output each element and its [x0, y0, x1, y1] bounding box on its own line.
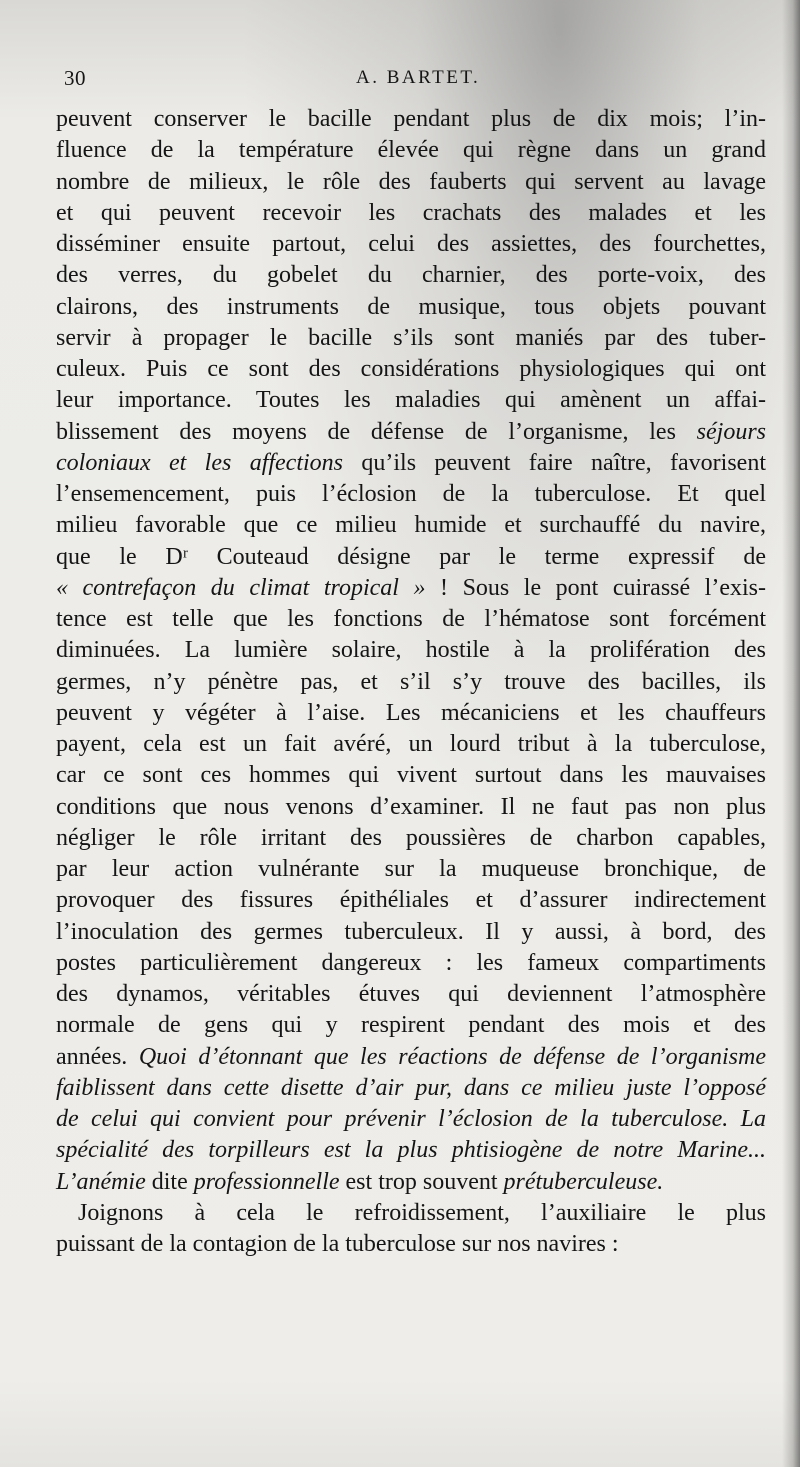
text-run: fluence de la température élevée qui règne dans un grand	[56, 137, 766, 164]
text-run: nombre de milieux, le rôle des fauberts qui servent au lavage	[56, 168, 766, 195]
text-run: Joignons à cela le refroidissement, l’auxiliaire le plus	[78, 1199, 766, 1226]
text-line	[56, 1198, 766, 1229]
text-line	[56, 604, 766, 635]
text-line	[56, 229, 766, 260]
text-run: est trop souvent	[339, 1168, 504, 1195]
text-line	[56, 292, 766, 323]
text-line	[56, 167, 766, 198]
text-line	[56, 792, 766, 823]
text-line	[56, 948, 766, 979]
text-run: postes particulièrement dangereux : les fameux compartiments	[56, 949, 766, 976]
text-run: culeux. Puis ce sont des considérations physiologiques qui ont	[56, 356, 766, 382]
text-line	[56, 385, 766, 416]
text-run: peuvent conserver le bacille pendant plus de dix mois; l’in-	[56, 106, 766, 132]
text-line	[56, 1229, 766, 1260]
text-run: l’ensemencement, puis l’éclosion de la tuberculose. Et quel	[56, 481, 766, 507]
text-run: l’inoculation des germes tuberculeux. Il y aussi, à bord, des	[56, 918, 766, 945]
text-line	[56, 448, 766, 479]
italic-text-run: L’anémie	[56, 1168, 146, 1195]
text-line	[56, 135, 766, 166]
text-run: servir à propager le bacille s’ils sont maniés par des tuber-	[56, 324, 766, 351]
text-run: normale de gens qui y respirent pendant des mois et des	[56, 1012, 766, 1039]
text-line	[56, 573, 766, 604]
italic-text-run: de celui qui convient pour prévenir l’éclosion de la tuberculose. La	[56, 1106, 766, 1132]
text-line	[56, 1042, 766, 1073]
text-run: germes, n’y pénètre pas, et s’il s’y trouve des bacilles, ils	[56, 668, 766, 695]
text-line	[56, 260, 766, 291]
italic-text-run: coloniaux et les affections	[56, 449, 344, 476]
text-run: car ce sont ces hommes qui vivent surtout dans les mauvaises	[56, 762, 766, 789]
text-run: et qui peuvent recevoir les crachats des malades et les	[56, 199, 766, 226]
text-line	[56, 854, 766, 885]
text-line	[56, 323, 766, 354]
text-line	[56, 729, 766, 760]
italic-text-run: faiblissent dans cette disette d’air pur, dans ce milieu juste l’opposé	[56, 1074, 766, 1101]
text-run: ! Sous le pont cuirassé l’exis-	[440, 574, 766, 601]
text-run: tence est telle que les fonctions de l’hématose sont forcément	[56, 606, 766, 632]
text-line	[56, 635, 766, 666]
body-text	[56, 104, 766, 1260]
text-run: que le Dʳ Couteaud désigne par le terme expressif de	[56, 543, 766, 570]
text-run: leur importance. Toutes les maladies qui amènent un affai-	[56, 387, 766, 414]
text-line	[56, 1167, 766, 1198]
italic-text-run: séjours	[696, 418, 766, 445]
text-line	[56, 1073, 766, 1104]
text-run: disséminer ensuite partout, celui des assiettes, des fourchettes,	[56, 231, 766, 257]
text-line	[56, 1010, 766, 1041]
text-line	[56, 198, 766, 229]
text-run: clairons, des instruments de musique, tous objets pouvant	[56, 293, 766, 320]
text-run: des verres, du gobelet du charnier, des porte-voix, des	[56, 262, 766, 289]
text-run: qu’ils peuvent faire naître, favorisent	[343, 449, 766, 476]
text-line	[56, 542, 766, 573]
text-run: négliger le rôle irritant des poussières de charbon capables,	[56, 824, 766, 851]
text-line	[56, 510, 766, 541]
italic-text-run: Quoi d’étonnant que les réactions de défense de l’organisme	[138, 1043, 767, 1070]
italic-text-run: spécialité des torpilleurs est la plus phtisiogène de notre Marine...	[56, 1137, 766, 1164]
text-run: des dynamos, véritables étuves qui deviennent l’atmosphère	[56, 981, 766, 1007]
text-line	[56, 417, 766, 448]
page-edge-shadow	[782, 0, 800, 1467]
italic-text-run: « contrefaçon du climat tropical »	[56, 574, 441, 601]
text-run: milieu favorable que ce milieu humide et surchauffé du navire,	[56, 512, 766, 539]
text-run: provoquer des fissures épithéliales et d’assurer indirectement	[56, 887, 766, 914]
text-line	[56, 979, 766, 1010]
text-line	[56, 698, 766, 729]
running-title: A. BARTET.	[356, 67, 481, 88]
text-line	[56, 1104, 766, 1135]
text-run: par leur action vulnérante sur la muqueuse bronchique, de	[56, 856, 766, 882]
text-line	[56, 917, 766, 948]
text-run: conditions que nous venons d’examiner. Il ne faut pas non plus	[56, 793, 766, 820]
text-line	[56, 667, 766, 698]
text-run: blissement des moyens de défense de l’organisme, les	[56, 418, 697, 445]
text-line	[56, 885, 766, 916]
text-line	[56, 354, 766, 385]
text-line	[56, 104, 766, 135]
text-run: dite	[145, 1168, 194, 1195]
running-head	[64, 66, 754, 94]
text-line	[56, 823, 766, 854]
text-line	[56, 1135, 766, 1166]
italic-text-run: prétuberculeuse.	[503, 1168, 664, 1195]
italic-text-run: professionnelle	[193, 1168, 340, 1195]
text-line	[56, 479, 766, 510]
text-run: payent, cela est un fait avéré, un lourd tribut à la tuberculose,	[56, 731, 766, 757]
text-run: peuvent y végéter à l’aise. Les mécaniciens et les chauffeurs	[56, 699, 766, 726]
text-run: années.	[56, 1043, 139, 1070]
text-run: diminuées. La lumière solaire, hostile à la prolifération des	[56, 637, 766, 664]
text-run: puissant de la contagion de la tuberculose sur nos navires :	[56, 1231, 619, 1257]
page-number: 30	[64, 66, 86, 90]
text-line	[56, 760, 766, 791]
